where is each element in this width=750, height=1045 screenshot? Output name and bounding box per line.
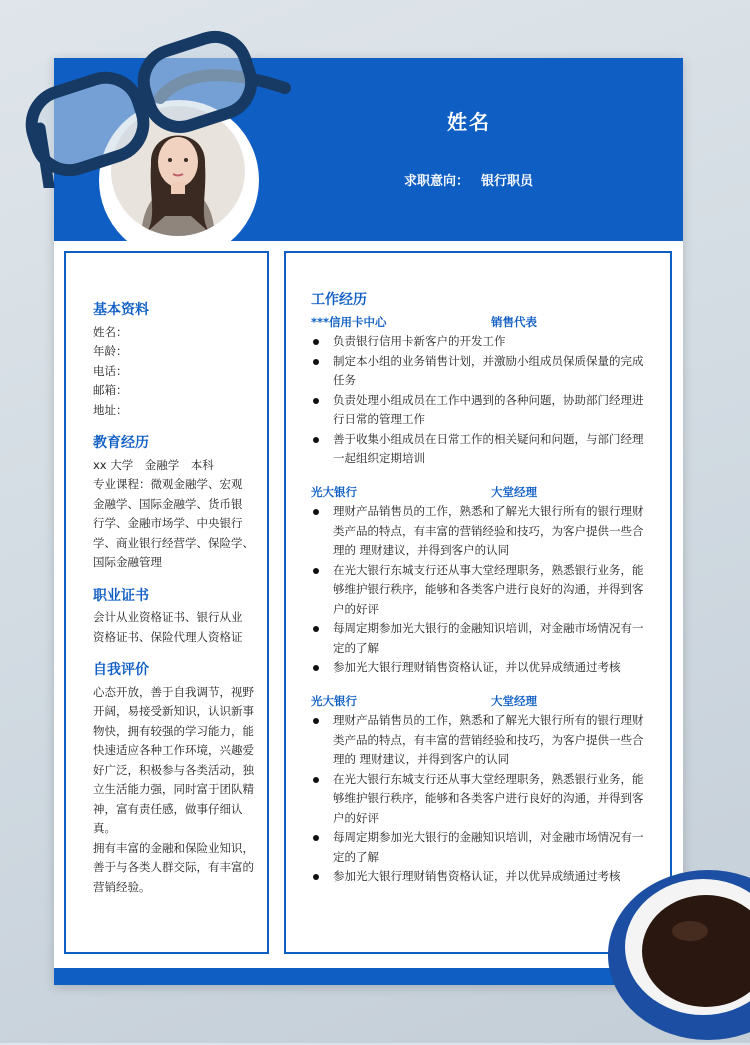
basic-info-line: 邮箱： — [93, 383, 128, 397]
education-section — [93, 434, 258, 573]
self-evaluation-section — [93, 661, 258, 897]
job-duty: 参加光大银行理财销售资格认证，并以优异成绩通过考核 — [311, 658, 651, 678]
self-evaluation-line: 物快，拥有较强的学习能力，能 — [93, 723, 254, 738]
education-line: 学、商业银行经营学、保险学、 — [93, 535, 254, 550]
self-evaluation-line: 拥有丰富的金融和保险业知识， — [93, 840, 254, 855]
self-evaluation-title: 自我评价 — [93, 662, 149, 678]
self-evaluation-line: 立生活能力强，同时富于团队精 — [93, 782, 254, 796]
job-organization: 光大银行 — [311, 484, 357, 499]
job-duty: 善于收集小组成员在日常工作的相关疑问和问题，与部门经理一起组织定期培训 — [311, 430, 651, 469]
certificates-line: 会计从业资格证书、银行从业 — [93, 610, 243, 624]
basic-info-line: 年龄： — [93, 344, 128, 358]
job-duty: 在光大银行东城支行还从事大堂经理职务，熟悉银行业务，能够维护银行秩序，能够和各类客户进行良好的沟通，并得到客户的好评 — [311, 770, 651, 829]
job-intent — [404, 170, 545, 189]
education-line: 金融学、国际金融学、货币银 — [93, 496, 243, 511]
job-duty: 每周定期参加光大银行的金融知识培训，对金融市场情况有一定的了解 — [311, 828, 651, 867]
job-duty: 负责处理小组成员在工作中遇到的各种问题，协助部门经理进行日常的管理工作 — [311, 391, 651, 430]
education-line: 专业课程：微观金融学、宏观 — [93, 477, 243, 491]
job-role: 大堂经理 — [491, 693, 537, 708]
basic-info-line: 电话： — [93, 363, 128, 378]
certificates-line: 资格证书、保险代理人资格证 — [93, 629, 243, 644]
work-experience-title: 工作经历 — [311, 292, 367, 308]
job-duty: 负责银行信用卡新客户的开发工作 — [311, 332, 651, 352]
job-intent-value: 银行职员 — [481, 174, 534, 189]
certificates-section — [93, 587, 258, 648]
self-evaluation-line: 开阔，易接受新知识，认识新事 — [93, 704, 254, 718]
self-evaluation-line: 神，富有责任感，做事仔细认真。 — [93, 801, 243, 835]
left-column — [64, 251, 269, 954]
education-title: 教育经历 — [93, 435, 149, 451]
self-evaluation-line: 好广泛，积极参与各类活动，独 — [93, 762, 254, 777]
education-line: 国际金融管理 — [93, 555, 162, 569]
job-duty: 制定本小组的业务销售计划，并激励小组成员保质保量的完成任务 — [311, 352, 651, 391]
candidate-name: 姓名 — [447, 110, 491, 134]
basic-info-section — [93, 301, 258, 420]
certificates-title: 职业证书 — [93, 587, 149, 604]
basic-info-line: 姓名： — [93, 324, 128, 339]
eyeglasses-icon — [10, 18, 300, 188]
job-entry — [311, 483, 651, 678]
coffee-cup-icon — [598, 835, 750, 1045]
job-intent-label: 求职意向： — [404, 174, 470, 189]
job-duty: 理财产品销售员的工作，熟悉和了解光大银行所有的银行理财类产品的特点，有丰富的营销经验和技巧，为客户提供一些合理的 理财建议，并得到客户的认同 — [311, 711, 651, 770]
footer-bar — [54, 968, 683, 985]
self-evaluation-line: 营销经验。 — [93, 879, 151, 894]
job-duty: 在光大银行东城支行还从事大堂经理职务，熟悉银行业务，能够维护银行秩序，能够和各类客户进行良好的沟通，并得到客户的好评 — [311, 561, 651, 620]
basic-info-line: 地址： — [93, 402, 128, 417]
job-duty: 参加光大银行理财销售资格认证，并以优异成绩通过考核 — [311, 867, 651, 887]
job-role: 大堂经理 — [491, 484, 537, 499]
education-line: xx 大学 金融学 本科 — [93, 457, 214, 472]
resume-paper — [54, 58, 683, 985]
job-organization: 光大银行 — [311, 693, 357, 708]
job-entry — [311, 313, 651, 469]
self-evaluation-line: 善于与各类人群交际，有丰富的 — [93, 860, 254, 874]
education-line: 行学、金融市场学、中央银行 — [93, 516, 243, 530]
self-evaluation-line: 心态开放，善于自我调节，视野 — [93, 684, 254, 699]
job-role: 销售代表 — [491, 314, 537, 329]
job-duty: 理财产品销售员的工作，熟悉和了解光大银行所有的银行理财类产品的特点，有丰富的营销经验和技巧，为客户提供一些合理的 理财建议，并得到客户的认同 — [311, 502, 651, 561]
job-duty: 每周定期参加光大银行的金融知识培训，对金融市场情况有一定的了解 — [311, 619, 651, 658]
basic-info-title: 基本资料 — [93, 302, 149, 318]
job-organization: ***信用卡中心 — [311, 314, 387, 329]
self-evaluation-line: 快速适应各种工作环境，兴趣爱 — [93, 743, 254, 757]
